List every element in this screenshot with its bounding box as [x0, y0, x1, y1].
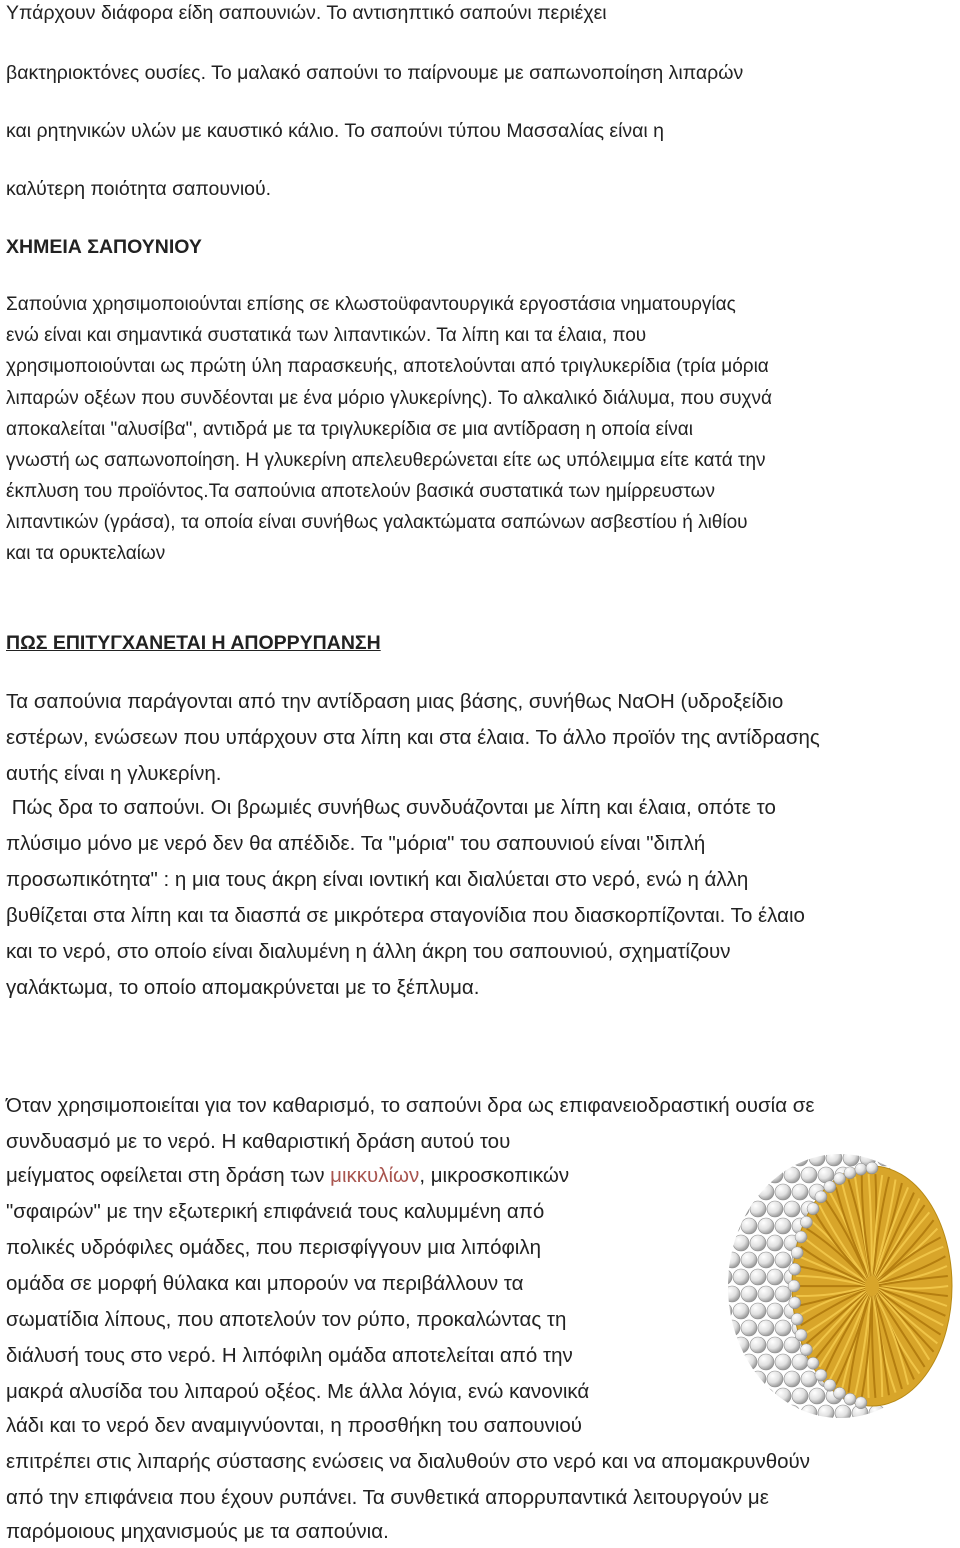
micelle-line-13: παρόμοιους μηχανισμούς με τα σαπούνια. — [6, 1520, 389, 1543]
chem-line-1: Σαπούνια χρησιμοποιούνται επίσης σε κλωστοϋφαντουργικά εργοστάσια νηματουργίας — [6, 294, 736, 315]
detergency-line-1: Τα σαπούνια παράγονται από την αντίδραση μιας βάσης, συνήθως ΝαΟΗ (υδροξείδιο — [6, 690, 784, 713]
chem-line-6: γνωστή ως σαπωνοποίηση. Η γλυκερίνη απελευθερώνεται είτε ως υπόλειμμα είτε κατά την — [6, 450, 766, 471]
heading-detergency: ΠΩΣ ΕΠΙΤΥΓΧΑΝΕΤΑΙ Η ΑΠΟΡΡΥΠΑΝΣΗ — [6, 632, 381, 654]
detergency-line-3: αυτής είναι η γλυκερίνη. — [6, 762, 222, 785]
chem-line-8: λιπαντικών (γράσα), τα οποία είναι συνήθως γαλακτώματα σαπώνων ασβεστίου ή λιθίου — [6, 512, 748, 533]
detergency-line-7: βυθίζεται στα λίπη και τα διασπά σε μικρότερα σταγονίδια που διασκορπίζονται. Το έλαιο — [6, 904, 805, 927]
detergency-line-9: γαλάκτωμα, το οποίο απομακρύνεται με το ξέπλυμα. — [6, 976, 480, 999]
micelle-illustration-icon — [722, 1148, 958, 1424]
detergency-line-5: πλύσιμο μόνο με νερό δεν θα απέδιδε. Τα "μόρια" του σαπουνιού είναι "διπλή — [6, 832, 706, 855]
micelle-line-3-suffix: , μικροσκοπικών — [419, 1164, 570, 1187]
chem-line-3: χρησιμοποιούνται ως πρώτη ύλη παρασκευής, αποτελούνται από τριγλυκερίδια (τρία μόρια — [6, 356, 769, 377]
detergency-line-2: εστέρων, ενώσεων που υπάρχουν στα λίπη και στα έλαια. Το άλλο προϊόν της αντίδρασης — [6, 726, 820, 749]
micelle-line-7: σωματίδια λίπους, που αποτελούν τον ρύπο, προκαλώντας τη — [6, 1308, 567, 1331]
micelle-line-3 — [6, 1164, 569, 1188]
micelle-line-5: πολικές υδρόφιλες ομάδες, που περισφίγγουν μια λιπόφιλη — [6, 1236, 541, 1259]
chem-line-4: λιπαρών οξέων που συνδέονται με ένα μόριο γλυκερίνης). Το αλκαλικό διάλυμα, που συχνά — [6, 388, 772, 409]
micelle-line-8: διάλυσή τους στο νερό. Η λιπόφιλη ομάδα αποτελείται από την — [6, 1344, 573, 1367]
micelle-line-4: "σφαιρών" με την εξωτερική επιφάνειά τους καλυμμένη από — [6, 1200, 545, 1223]
heading-soap-chemistry: ΧΗΜΕΙΑ ΣΑΠΟΥΝΙΟΥ — [6, 236, 202, 258]
micelle-line-2: συνδυασμό με το νερό. Η καθαριστική δράση αυτού του — [6, 1130, 511, 1153]
micelle-line-1: Όταν χρησιμοποιείται για τον καθαρισμό, το σαπούνι δρα ως επιφανειοδραστική ουσία σε — [6, 1094, 815, 1117]
micelle-line-10: λάδι και το νερό δεν αναμιγνύονται, η προσθήκη του σαπουνιού — [6, 1414, 582, 1437]
micelle-line-9: μακρά αλυσίδα του λιπαρού οξέος. Με άλλα λόγια, ενώ κανονικά — [6, 1380, 590, 1403]
intro-line-1: Υπάρχουν διάφορα είδη σαπουνιών. Το αντισηπτικό σαπούνι περιέχει — [6, 2, 607, 24]
micelle-line-12: από την επιφάνεια που έχουν ρυπάνει. Τα συνθετικά απορρυπαντικά λειτουργούν με — [6, 1486, 769, 1509]
intro-line-4: καλύτερη ποιότητα σαπουνιού. — [6, 178, 272, 200]
intro-line-3: και ρητηνικών υλών με καυστικό κάλιο. Το σαπούνι τύπου Μασσαλίας είναι η — [6, 120, 665, 142]
chem-line-5: αποκαλείται "αλυσίβα", αντιδρά με τα τριγλυκερίδια σε μια αντίδραση η οποία είναι — [6, 419, 693, 440]
detergency-line-8: και το νερό, στο οποίο είναι διαλυμένη η άλλη άκρη του σαπουνιού, σχηματίζουν — [6, 940, 731, 963]
chem-line-9: και τα ορυκτελαίων — [6, 543, 166, 564]
micelle-line-11: επιτρέπει στις λιπαρής σύστασης ενώσεις να διαλυθούν στο νερό και να απομακρυνθούν — [6, 1450, 810, 1473]
micelle-line-3-prefix: μείγματος οφείλεται στη δράση των — [6, 1164, 331, 1187]
detergency-line-6: προσωπικότητα" : η μια τους άκρη είναι ιοντική και διαλύεται στο νερό, ενώ η άλλη — [6, 868, 749, 891]
intro-line-2: βακτηριοκτόνες ουσίες. Το μαλακό σαπούνι το παίρνουμε με σαπωνοποίηση λιπαρών — [6, 62, 744, 84]
micelle-line-6: ομάδα σε μορφή θύλακα και μπορούν να περιβάλλουν τα — [6, 1272, 524, 1295]
chem-line-2: ενώ είναι και σημαντικά συστατικά των λιπαντικών. Τα λίπη και τα έλαια, που — [6, 325, 647, 346]
chem-line-7: έκπλυση του προϊόντος.Τα σαπούνια αποτελούν βασικά συστατικά των ημίρρευστων — [6, 481, 715, 502]
detergency-line-4: Πώς δρα το σαπούνι. Οι βρωμιές συνήθως συνδυάζονται με λίπη και έλαια, οπότε το — [6, 796, 776, 819]
micelles-link[interactable]: μικκυλίων — [330, 1164, 420, 1187]
